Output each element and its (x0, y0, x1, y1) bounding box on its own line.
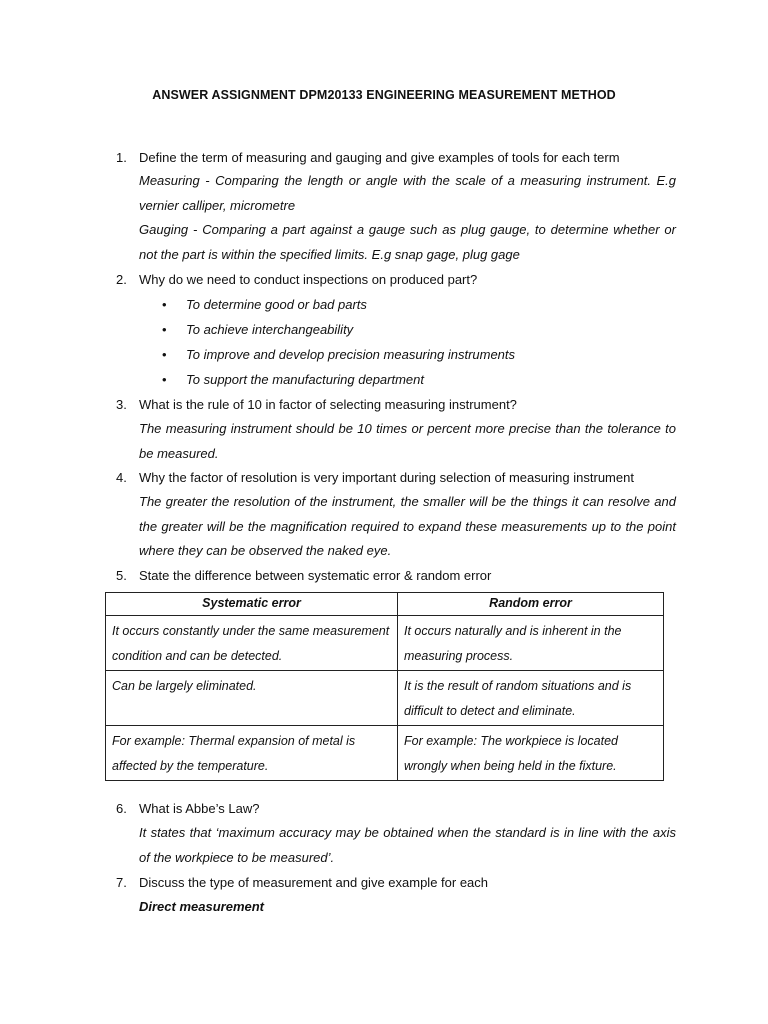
column-header: Random error (398, 593, 664, 616)
question-text: Why do we need to conduct inspections on produced part? (139, 272, 478, 287)
question-number: 3. (116, 397, 127, 412)
answer-gauging: Gauging - Comparing a part against a gauge such as plug gauge, to determine whether or not the part is within the specified limits. E.g snap gage, plug gage (139, 222, 676, 262)
question-text: What is Abbe’s Law? (139, 801, 260, 816)
question-number: 1. (116, 150, 127, 165)
table-cell: For example: Thermal expansion of metal is affected by the temperature. (106, 726, 398, 781)
question-text: Why the factor of resolution is very important during selection of measuring instrument (139, 470, 634, 485)
table-header-row (106, 593, 664, 616)
answer-3: The measuring instrument should be 10 times or percent more precise than the tolerance to be measured. (139, 421, 676, 461)
question-text: Define the term of measuring and gauging and give examples of tools for each term (139, 150, 620, 165)
question-number: 5. (116, 568, 127, 583)
question-number: 7. (116, 875, 127, 890)
document-page: ANSWER ASSIGNMENT DPM20133 ENGINEERING MEASUREMENT METHOD 1. Define the term of measuring and gauging and give examples of tools for each term Measuring - Comparing the length or angle with the scale of a measuring instrument. E.g vernier calliper, micrometre Gauging - Comparing a part against a gauge such as plug gauge, to determine whether or not the part is within the specified limits. E.g snap gage, plug gage 2. Why do we need to conduct inspections on produced part? • To determine good or bad parts • To achieve interchangeability • To improve and develop precision measuring instruments • To support the manufacturing department 3. What is the rule of 10 in factor of selecting measuring instrument? The measuring instrument should be 10 times or percent more precise than the tolerance to be measured. 4. Why the factor of resolution is very important during selection of measuring instrument The greater the resolution of the instrument, the smaller will be the things it can resolve and the greater will be the magnification required to expand these measurements up to the point where they can be observed the naked eye. 5. State the difference between systematic error & random error Systematic error Random error It occurs constantly under the same measurement condition and can be detected. It occurs naturally and is inherent in the measuring process. Can be largely eliminated. It is the result of random situations and is difficult to detect and eliminate. For example: Thermal expansion of metal is affected by the temperature. For example: The workpiece is located wrongly when being held in the fixture. 6. What is Abbe’s Law? It states that ‘maximum accuracy may be obtained when the standard is in line with the axis of the workpiece to be measured’. 7. Discuss the type of measurement and give example for each Direct measurement (0, 0, 768, 1024)
answer-6: It states that ‘maximum accuracy may be obtained when the standard is in line with the axis of the workpiece to be measured’. (139, 825, 676, 865)
bullet-icon: • (162, 322, 167, 337)
answer-measuring: Measuring - Comparing the length or angle with the scale of a measuring instrument. E.g vernier calliper, micrometre (139, 173, 676, 213)
bullet-icon: • (162, 347, 167, 362)
table-cell: It occurs constantly under the same measurement condition and can be detected. (106, 616, 398, 671)
question-text: What is the rule of 10 in factor of selecting measuring instrument? (139, 397, 517, 412)
question-number: 6. (116, 801, 127, 816)
table-cell: For example: The workpiece is located wrongly when being held in the fixture. (398, 726, 664, 781)
table-cell: It occurs naturally and is inherent in the measuring process. (398, 616, 664, 671)
answer-4: The greater the resolution of the instrument, the smaller will be the things it can resolve and the greater will be the magnification required to expand these measurements up to the point where they can be observed the naked eye. (139, 494, 676, 558)
error-comparison-table (105, 592, 664, 781)
question-text: State the difference between systematic error & random error (139, 568, 492, 583)
table-row (106, 671, 664, 726)
question-number: 2. (116, 272, 127, 287)
table-row (106, 616, 664, 671)
bullet-icon: • (162, 372, 167, 387)
table-row (106, 726, 664, 781)
question-text: Discuss the type of measurement and give example for each (139, 875, 489, 890)
document-title: ANSWER ASSIGNMENT DPM20133 ENGINEERING MEASUREMENT METHOD (152, 88, 616, 102)
bullet-icon: • (162, 297, 167, 312)
section-subheading: Direct measurement (139, 899, 264, 914)
table-cell: It is the result of random situations and is difficult to detect and eliminate. (398, 671, 664, 726)
answer-1 (139, 169, 676, 267)
table-cell: Can be largely eliminated. (106, 671, 398, 726)
column-header: Systematic error (106, 593, 398, 616)
question-number: 4. (116, 470, 127, 485)
